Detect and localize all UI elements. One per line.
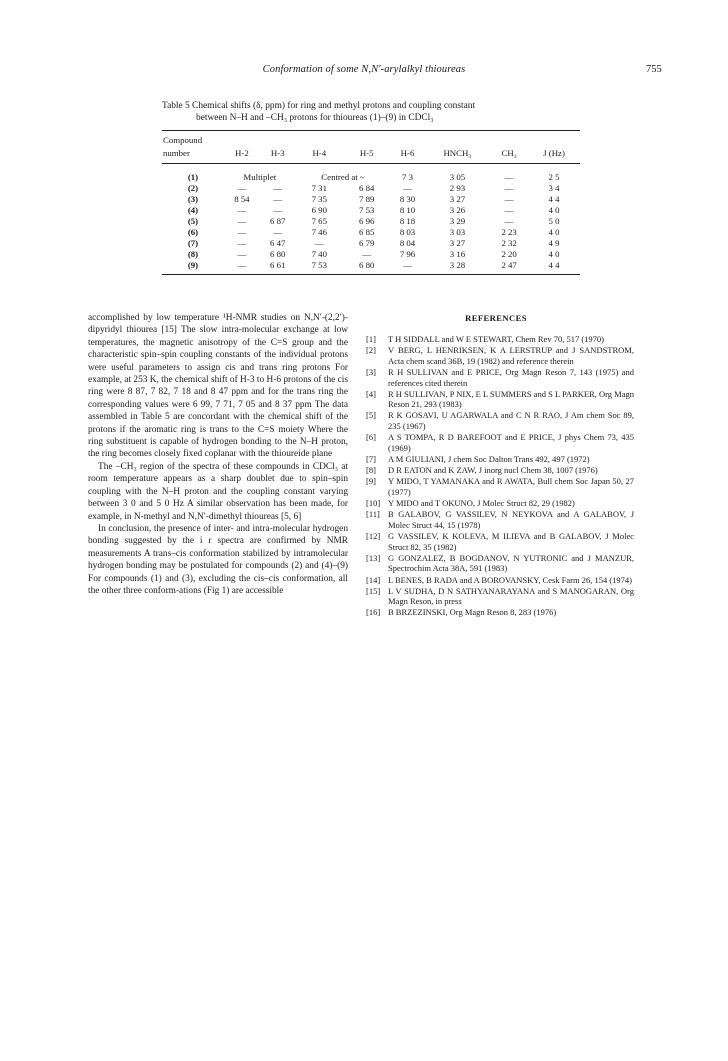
table-row (162, 164, 580, 184)
cell-h6: 7 96 (399, 249, 416, 259)
reference-number: [8] (366, 465, 376, 476)
compound-number: (1) (187, 172, 199, 182)
cell-h3: — (273, 183, 283, 193)
cell-h6: 8 18 (399, 216, 416, 226)
cell-h3: 6 80 (269, 249, 286, 259)
reference-number: [10] (366, 498, 381, 509)
cell-j: 5 0 (548, 216, 560, 226)
reference-list (366, 334, 634, 619)
reference-item (366, 410, 634, 431)
cell-h4: 7 35 (311, 194, 327, 204)
cell-h4: 7 53 (296, 260, 343, 275)
cell-h4: 6 90 (311, 205, 327, 215)
cell-h3: — (273, 205, 283, 215)
reference-item (366, 476, 634, 497)
cell-j: 4 4 (528, 260, 580, 275)
header-ch3: CH₃ (490, 147, 528, 164)
header-hnch3: HNCH₃ (425, 147, 491, 164)
cell-h3: — (273, 194, 283, 204)
cell-ch3: — (504, 205, 514, 215)
cell-ch3: — (504, 216, 514, 226)
reference-number: [5] (366, 410, 376, 421)
reference-number: [15] (366, 585, 381, 596)
body-paragraph: accomplished by low temperature ¹H-NMR studies on N,N′-(2,2′)-dipyridyl thiourea [15] The slow intra-molecular exchange at low temperatures, the magnetic anisotropy of the C=S group and the characteristic spin–spin coupling constants of the individual protons were useful parameters to assign cis and trans ring protons For example, at 253 K, the chemical shift of H-3 to H-6 protons of the cis ring were 8 87, 7 82, 7 18 and 8 47 ppm and for the trans ring the corresponding values were 6 99, 7 71, 7 05 and 8 37 ppm The data assembled in Table 5 are concordant with the chemical shift of the protons if the aromatic ring is trans to the C=S moiety Where the ring substituent is capable of hydrogen bonding to the N–H proton, the ring becomes closely fixed coplanar with the thioureide plane (88, 313, 349, 460)
cell-ch3: 2 23 (501, 227, 517, 237)
cell-j: 4 0 (548, 205, 560, 215)
reference-item (366, 531, 634, 552)
compound-number: (3) (187, 194, 199, 204)
header-h3: H-3 (260, 147, 296, 164)
reference-item (366, 367, 634, 388)
reference-item (366, 345, 634, 366)
compound-number: (5) (187, 216, 199, 226)
cell-h5: 6 96 (358, 216, 375, 226)
cell-h5: 6 84 (358, 183, 375, 193)
reference-text: R H SULLIVAN and E PRICE, Org Magn Reson 7, 143 (1975) and references cited therein (388, 366, 634, 388)
reference-text: V BERG, L HENRIKSEN, K A LERSTRUP and J SANDSTROM, Acta chem scand 36B, 19 (1982) and reference therein (388, 345, 634, 366)
cell-h2: 8 54 (234, 194, 250, 204)
cell-h6: 8 04 (399, 238, 416, 248)
cell-hnch3: 3 29 (449, 216, 466, 226)
reference-text: T H SIDDALL and W E STEWART, Chem Rev 70, 517 (1970) (388, 334, 604, 344)
reference-text: G VASSILEV, K KOLEVA, M ILIEVA and B GALABOV, J Molec Struct 82, 35 (1982) (388, 530, 634, 552)
cell-j: 4 0 (548, 249, 560, 259)
reference-text: B GALABOV, G VASSILEV, N NEYKOVA and A GALABOV, J Molec Struct 44, 15 (1978) (388, 509, 634, 530)
reference-number: [3] (366, 366, 376, 377)
references-heading: REFERENCES (465, 313, 527, 323)
table-row (162, 183, 580, 194)
table-caption-line-1: Table 5 Chemical shifts (δ, ppm) for ring and methyl protons and coupling constant (162, 101, 476, 111)
reference-number: [6] (366, 432, 376, 443)
reference-text: D R EATON and K ZAW, J inorg nucl Chem 38, 1007 (1976) (388, 465, 598, 476)
body-paragraph: In conclusion, the presence of inter- and intra-molecular hydrogen bonding suggested by the i r spectra are confirmed by NMR measurements A trans–cis conformation stabilized by intramolecular hydrogen bonding may be postulated for compounds (2) and (4)–(9) For compounds (1) and (3), excluding the cis–cis conformation, all the other three conform-ations (Fig 1) are accessible (88, 523, 348, 596)
cell-h5: 6 85 (358, 227, 375, 237)
cell-h6: — (403, 183, 412, 193)
cell-ch3: — (504, 172, 514, 182)
reference-text: G GONZALEZ, B BOGDANOV, N YUTRONIC and J MANZUR, Spectrochim Acta 38A, 591 (1983) (388, 552, 634, 574)
reference-text: A M GIULIANI, J chem Soc Dalton Trans 492, 497 (1972) (388, 454, 590, 465)
cell-h6: 8 03 (399, 227, 416, 237)
compound-number: (9) (162, 260, 224, 275)
table-row (162, 216, 580, 227)
cell-h4: — (314, 238, 324, 248)
cell-hnch3: 3 05 (449, 172, 466, 182)
reference-text: Y MIDO, T YAMANAKA and R AWATA, Bull chem Soc Japan 50, 27 (1977) (388, 476, 634, 497)
table-row (162, 260, 580, 275)
cell-h2: — (237, 205, 247, 215)
cell-ch3: 2 47 (490, 260, 528, 275)
header-j: J (Hz) (528, 147, 580, 164)
cell-j: 2 5 (548, 172, 560, 182)
reference-number: [2] (366, 345, 376, 356)
cell-j: 4 9 (548, 238, 560, 248)
table-row (162, 194, 580, 205)
cell-h3: 6 61 (260, 260, 296, 275)
cell-hnch3: 3 26 (449, 205, 466, 215)
cell-h2: — (237, 238, 247, 248)
body-paragraph: The –CH₃ region of the spectra of these compounds in CDCl₃ at room temperature appears as a sharp doublet due to spin–spin coupling with the N–H proton and the coupling constant varying between 3 0 and 5 0 Hz A similar observation has been made, for example, in N-methyl and N,N′-dimethyl thioureas [5, 6] (88, 461, 348, 522)
header-h4: H-4 (296, 147, 343, 164)
chemical-shift-table (162, 130, 580, 275)
cell-j: 3 4 (548, 183, 560, 193)
reference-number: [4] (366, 388, 376, 399)
cell-ch3: — (504, 183, 514, 193)
reference-text: B BRZEZINSKI, Org Magn Reson 8, 283 (1976) (388, 607, 557, 618)
cell-h6: 8 30 (399, 194, 416, 204)
reference-number: [16] (366, 607, 381, 618)
cell-h5: 6 79 (358, 238, 375, 248)
header-compound: Compound (162, 131, 224, 148)
reference-item (366, 586, 634, 607)
cell-h5: 6 80 (343, 260, 390, 275)
cell-h2: — (237, 249, 247, 259)
table-row (162, 249, 580, 260)
cell-h2: — (237, 183, 247, 193)
reference-item (366, 454, 634, 465)
cell-h4: 7 65 (311, 216, 327, 226)
page-number: 755 (646, 64, 662, 75)
reference-text: R H SULLIVAN, P NIX, E L SUMMERS and S L PARKER, Org Magn Reson 21, 293 (1983) (388, 388, 634, 410)
cell-h2: — (224, 260, 260, 275)
cell-hnch3: 3 27 (449, 194, 466, 204)
table-caption (162, 100, 572, 124)
table-row (162, 205, 580, 216)
reference-text: R K GOSAVI, U AGARWALA and C N R RAO, J Am chem Soc 89, 235 (1967) (388, 410, 634, 432)
header-h5: H-5 (343, 147, 390, 164)
cell-hnch3: 3 28 (425, 260, 491, 275)
cell-h6: 7 3 (402, 172, 414, 182)
cell-h3: 6 47 (269, 238, 286, 248)
cell-j: 4 0 (548, 227, 560, 237)
cell-h5: 7 53 (358, 205, 375, 215)
reference-text: L BENES, B RADA and A BOROVANSKY, Cesk Farm 26, 154 (1974) (388, 574, 633, 585)
cell-h2: — (237, 216, 247, 226)
cell-j: 4 4 (548, 194, 560, 204)
reference-item (366, 334, 634, 345)
cell-h2-h3: Multiplet (243, 172, 277, 182)
reference-number: [1] (366, 334, 376, 344)
reference-item (366, 389, 634, 410)
cell-h3: — (273, 227, 283, 237)
cell-ch3: 2 32 (501, 238, 517, 248)
cell-hnch3: 2 93 (449, 183, 466, 193)
cell-h4: 7 31 (311, 183, 327, 193)
reference-item (366, 432, 634, 453)
table-header-row-1 (162, 131, 580, 148)
cell-hnch3: 3 03 (449, 227, 466, 237)
reference-item (366, 575, 634, 586)
header-h6: H-6 (390, 147, 424, 164)
reference-number: [11] (366, 509, 380, 520)
cell-h6: — (390, 260, 424, 275)
reference-item (366, 553, 634, 574)
reference-number: [7] (366, 454, 376, 465)
cell-h4: 7 40 (311, 249, 327, 259)
reference-number: [13] (366, 552, 381, 563)
cell-ch3: — (504, 194, 514, 204)
cell-h5: — (362, 249, 372, 259)
compound-number: (6) (187, 227, 199, 237)
body-text-column (88, 312, 348, 597)
cell-h4: 7 46 (311, 227, 327, 237)
table-header-row-2 (162, 147, 580, 164)
cell-ch3: 2 20 (501, 249, 517, 259)
compound-number: (4) (187, 205, 199, 215)
compound-number: (7) (187, 238, 199, 248)
reference-text: Y MIDO and T OKUNO, J Molec Struct 82, 29 (1982) (388, 498, 575, 509)
reference-item (366, 509, 634, 530)
table-row (162, 227, 580, 238)
header-h2: H-2 (224, 147, 260, 164)
cell-hnch3: 3 27 (449, 238, 466, 248)
cell-h3: 6 87 (269, 216, 286, 226)
cell-hnch3: 3 16 (449, 249, 466, 259)
header-number: number (162, 147, 224, 164)
reference-number: [12] (366, 530, 381, 541)
reference-text: L V SUDHA, D N SATHYANARAYANA and S MANOGARAN, Org Magn Reson, in press (388, 585, 634, 607)
reference-number: [14] (366, 574, 381, 585)
reference-text: A S TOMPA, R D BAREFOOT and E PRICE, J phys Chem 73, 435 (1969) (388, 432, 634, 453)
cell-h5: 7 89 (358, 194, 375, 204)
table-caption-line-2: between N–H and –CH₃ protons for thioureas (1)–(9) in CDCl₃ (196, 113, 434, 123)
reference-item (366, 465, 634, 476)
reference-item (366, 607, 634, 618)
cell-h2: — (237, 227, 247, 237)
running-title: Conformation of some N,N′-arylalkyl thioureas (262, 64, 466, 75)
compound-number: (2) (187, 183, 199, 193)
compound-number: (8) (187, 249, 199, 259)
cell-h6: 8 10 (399, 205, 416, 215)
reference-number: [9] (366, 476, 376, 487)
cell-h4-h5: Centred at ~ (321, 172, 365, 182)
reference-item (366, 498, 634, 509)
table-row (162, 238, 580, 249)
